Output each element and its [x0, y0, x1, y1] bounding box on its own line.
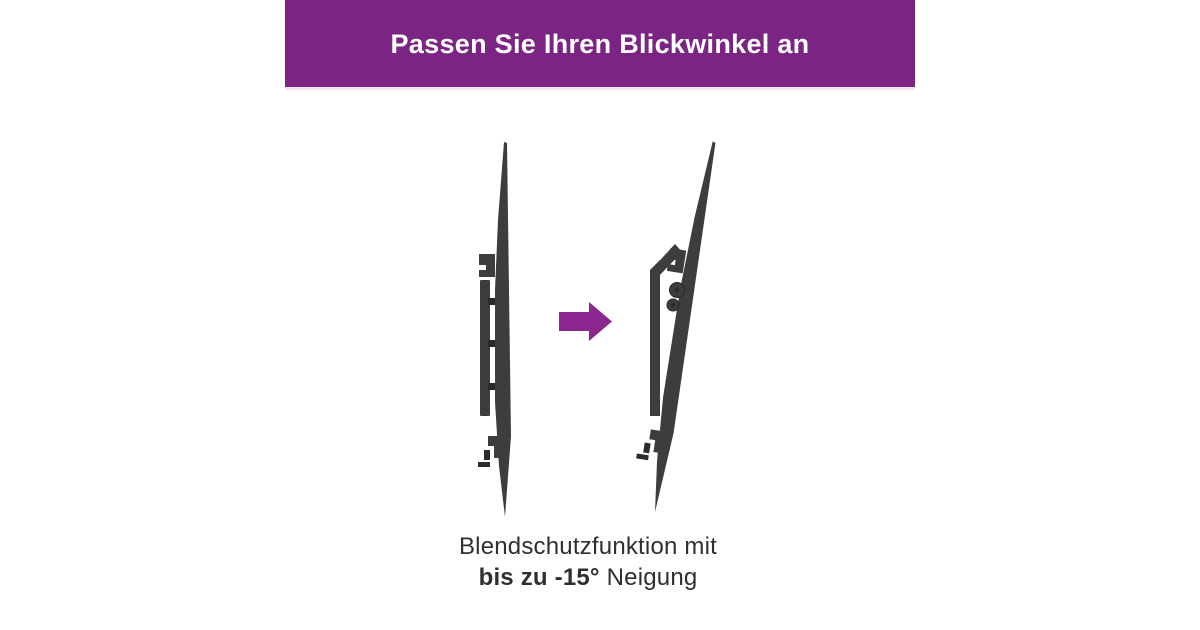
tv-mount-upright-icon — [450, 140, 550, 520]
page-title: Passen Sie Ihren Blickwinkel an — [390, 29, 810, 59]
caption-line1: Blendschutzfunktion mit — [458, 533, 718, 560]
arrow-right-icon — [559, 302, 613, 347]
caption — [0, 531, 1188, 593]
title-banner — [285, 0, 915, 90]
caption-line2-regular: Neigung — [599, 564, 698, 591]
caption-line2 — [0, 562, 1188, 593]
caption-line2-bold: bis zu -15° — [478, 564, 600, 591]
tv-mount-tilted-illustration — [620, 140, 730, 525]
tv-mount-tilted-icon — [620, 140, 730, 520]
tv-mount-upright-illustration — [450, 140, 550, 525]
